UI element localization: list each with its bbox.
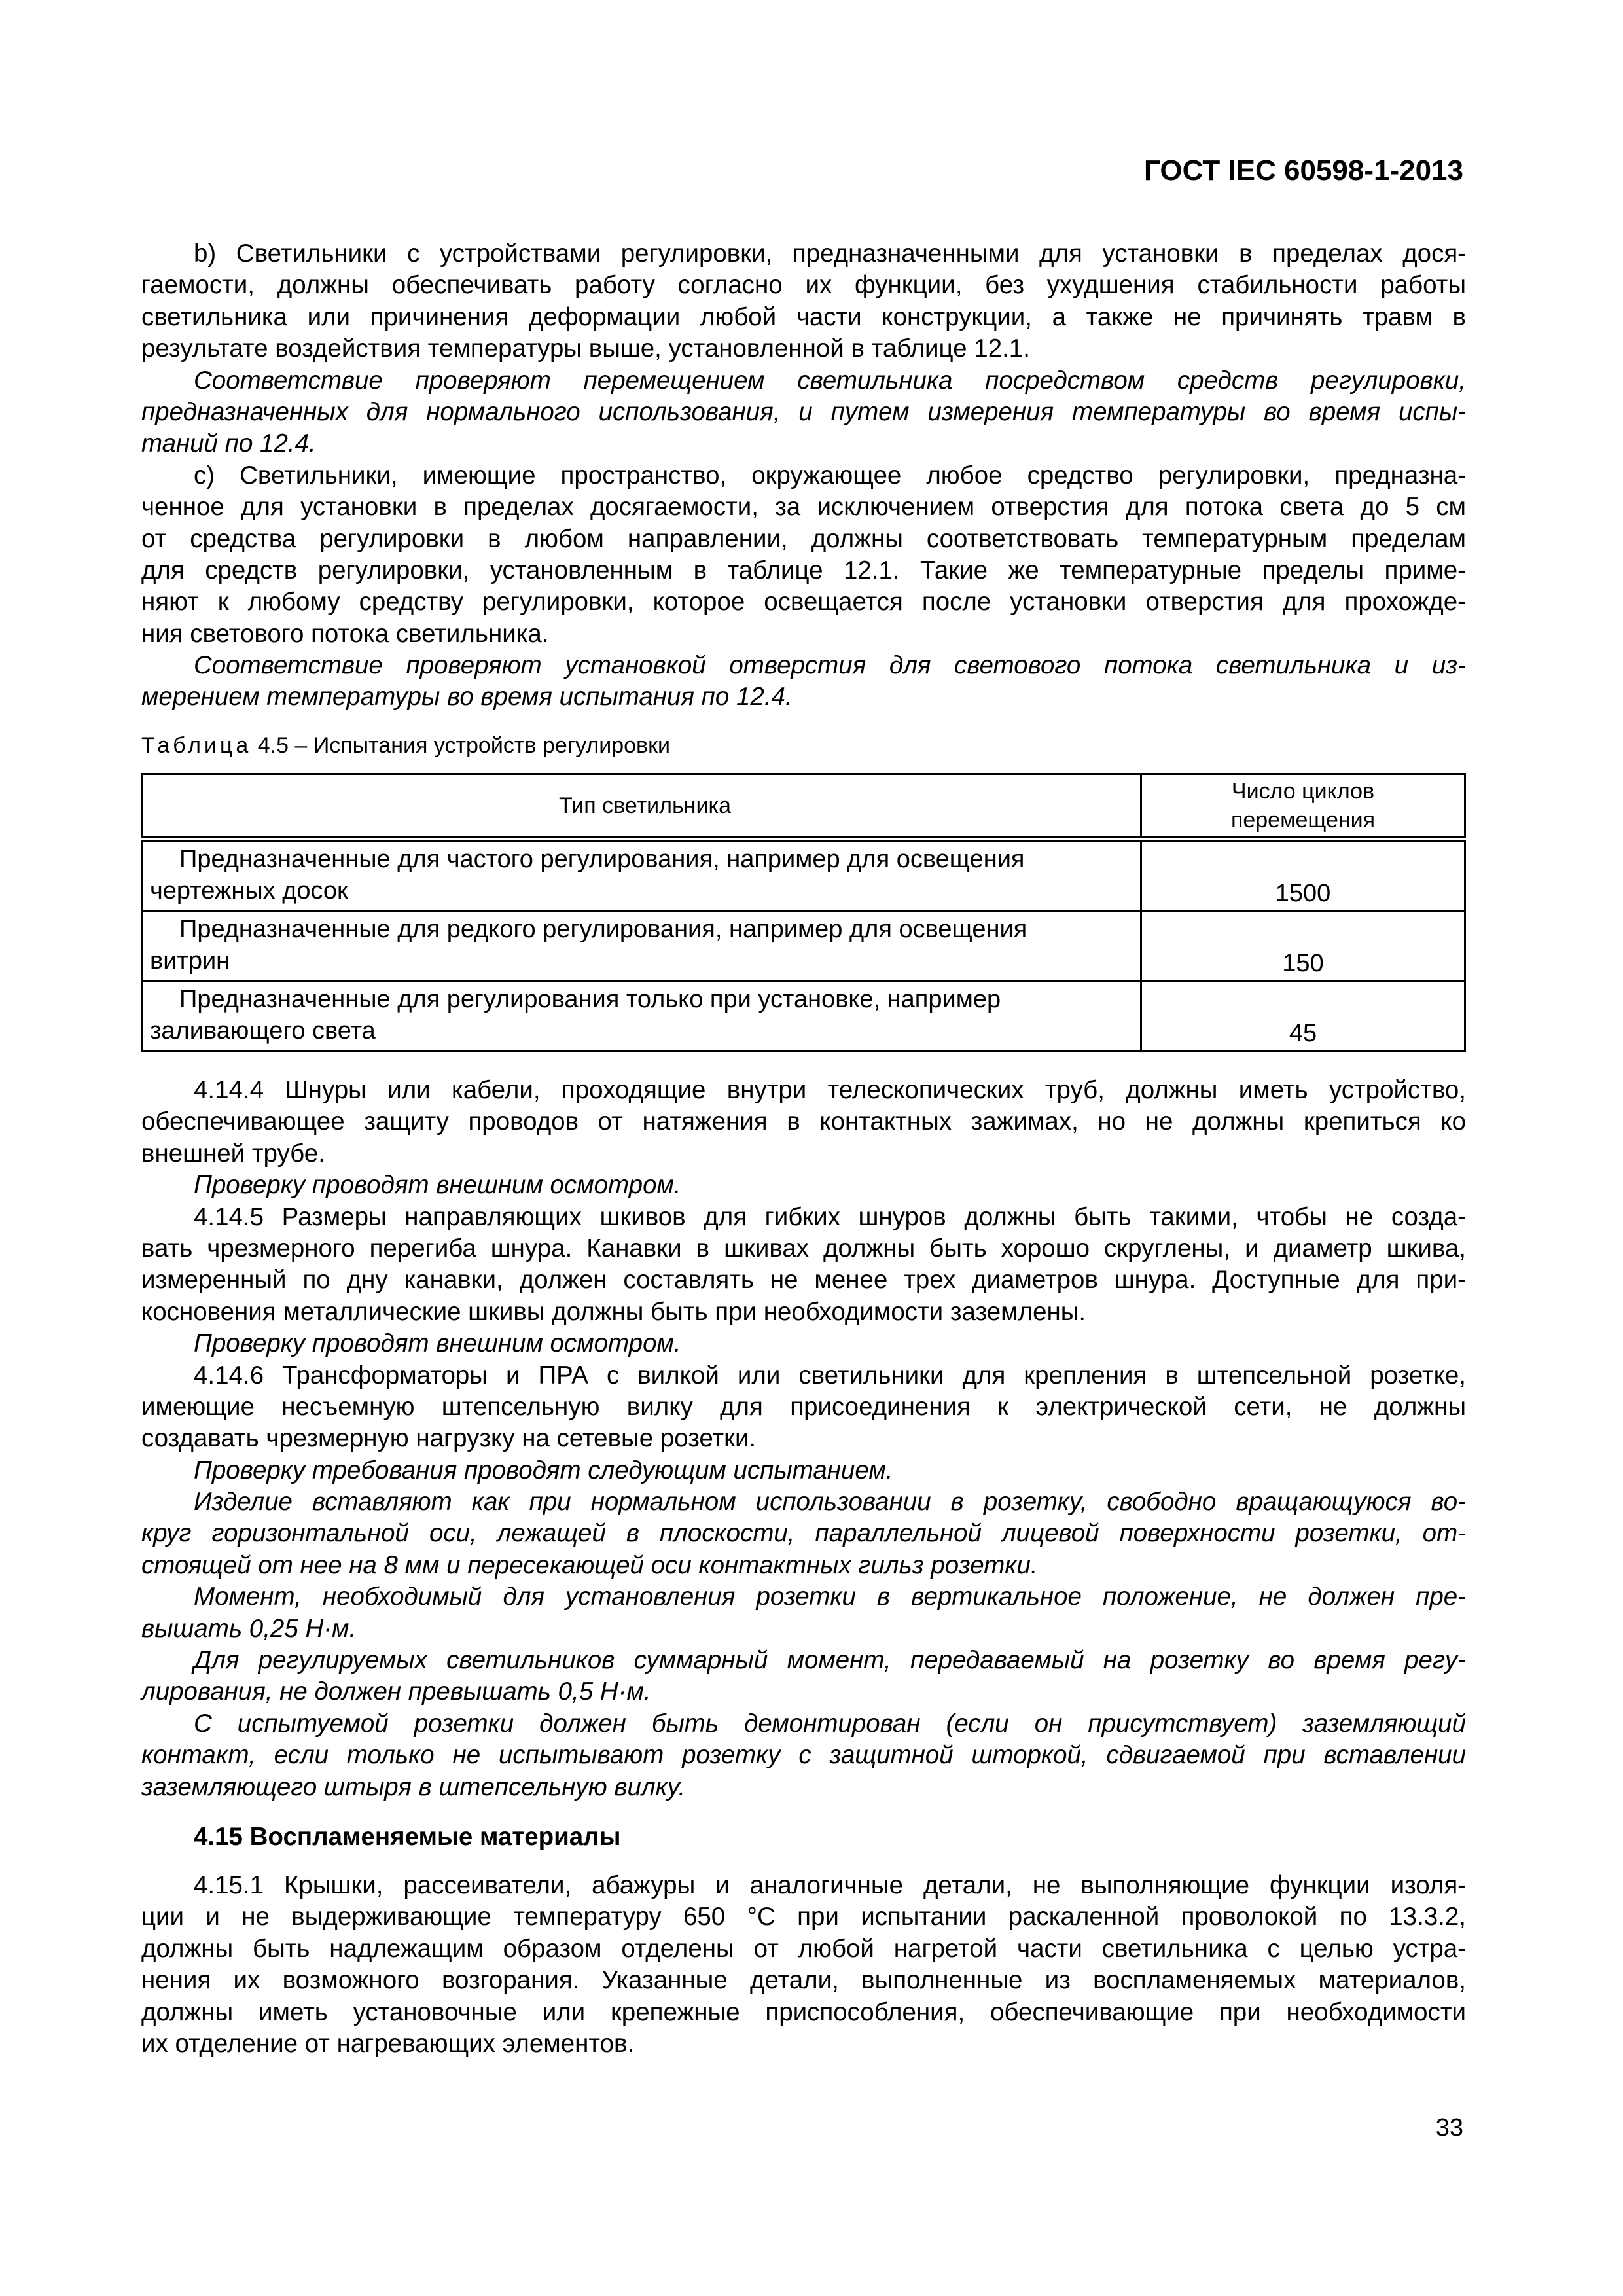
text-line: С испытуемой розетки должен быть демонтирован (если он присутствует) заземляющий bbox=[194, 1709, 1466, 1738]
cycles-cell: 150 bbox=[1141, 912, 1465, 982]
text-line: лирования, не должен превышать 0,5 Н·м. bbox=[141, 1677, 651, 1706]
paragraph bbox=[141, 365, 1466, 460]
table-caption-label: Таблица bbox=[141, 733, 252, 758]
text-section-top bbox=[141, 238, 1466, 713]
text-line: предназначенных для нормального использования, и путем измерения температуры во время испы- bbox=[141, 397, 1466, 426]
table-row bbox=[143, 982, 1465, 1052]
table-caption-text: 4.5 – Испытания устройств регулировки bbox=[251, 733, 670, 758]
text-line: их отделение от нагревающих элементов. bbox=[141, 2029, 635, 2058]
text-line: Для регулируемых светильников суммарный момент, передаваемый на розетку во время регу- bbox=[194, 1646, 1466, 1675]
text-line: заземляющего штыря в штепсельную вилку. bbox=[141, 1772, 686, 1801]
header-cycles-line1: Число циклов bbox=[1231, 779, 1375, 804]
cell-line: чертежных досок bbox=[150, 877, 348, 905]
paragraph bbox=[141, 1455, 1466, 1486]
cell-line: Предназначенные для редкого регулирования, например для освещения bbox=[179, 916, 1027, 943]
text-line: измеренный по дну канавки, должен составлять не менее трех диаметров шнура. Доступные для при- bbox=[141, 1266, 1466, 1295]
table-row bbox=[143, 912, 1465, 982]
text-section-middle bbox=[141, 1075, 1466, 1803]
text-line: 4.14.6 Трансформаторы и ПРА с вилкой или светильники для крепления в штепсельной розетке, bbox=[194, 1361, 1466, 1390]
text-line: Соответствие проверяют перемещением светильника посредством средств регулировки, bbox=[194, 366, 1466, 395]
text-line: для средств регулировки, установленным в таблице 12.1. Такие же температурные пределы приме- bbox=[141, 556, 1466, 584]
header-cycles-line2: перемещения bbox=[1230, 808, 1376, 833]
text-line: круг горизонтальной оси, лежащей в плоскости, параллельной лицевой поверхности розетки, от- bbox=[141, 1519, 1466, 1548]
text-line: мерением температуры во время испытания по 12.4. bbox=[141, 683, 793, 711]
table-header-row bbox=[143, 774, 1465, 840]
text-line: ния светового потока светильника. bbox=[141, 619, 549, 648]
header-luminaire-type: Тип светильника bbox=[143, 774, 1141, 840]
section-heading-4-15: 4.15 Воспламеняемые материалы bbox=[194, 1823, 621, 1851]
cell-line: Предназначенные для частого регулирования, например для освещения bbox=[179, 846, 1025, 873]
text-line: светильника или причинения деформации любой части конструкции, а также не причинять травм в bbox=[141, 302, 1466, 331]
text-line: няют к любому средству регулировки, которое освещается после установки отверстия для прохожде- bbox=[141, 588, 1466, 617]
text-line: Соответствие проверяют установкой отверстия для светового потока светильника и из- bbox=[194, 651, 1466, 680]
paragraph bbox=[141, 1170, 1466, 1201]
cycles-cell: 45 bbox=[1141, 982, 1465, 1052]
text-line: вать чрезмерного перегиба шнура. Канавки в шкивах должны быть хорошо скруглены, и диаметр шкива, bbox=[141, 1234, 1466, 1263]
page-number: 33 bbox=[1435, 2114, 1463, 2142]
cycles-cell: 1500 bbox=[1141, 840, 1465, 912]
text-line: нения их возможного возгорания. Указанные детали, выполненные из воспламеняемых материалов, bbox=[141, 1966, 1466, 1995]
cell-line: Предназначенные для регулирования только при установке, например bbox=[179, 986, 1001, 1013]
paragraph bbox=[141, 1075, 1466, 1170]
text-line: 4.14.5 Размеры направляющих шкивов для гибких шнуров должны быть такими, чтобы не созда- bbox=[194, 1202, 1466, 1231]
paragraph bbox=[141, 1360, 1466, 1455]
cell-line: заливающего света bbox=[150, 1017, 376, 1045]
paragraph bbox=[141, 650, 1466, 713]
text-line: 4.14.4 Шнуры или кабели, проходящие внутри телескопических труб, должны иметь устройство, bbox=[194, 1076, 1466, 1104]
adjustment-tests-table bbox=[141, 773, 1466, 1052]
paragraph bbox=[141, 1708, 1466, 1803]
paragraph bbox=[141, 1581, 1466, 1645]
text-line: 4.15.1 Крышки, рассеиватели, абажуры и аналогичные детали, не выполняющие функции изоля- bbox=[194, 1871, 1466, 1899]
text-section-bottom bbox=[141, 1870, 1466, 2060]
text-line: имеющие несъемную штепсельную вилку для присоединения к электрической сети, не должны bbox=[141, 1392, 1466, 1421]
text-line: b) Светильники с устройствами регулировки, предназначенными для установки в пределах дося- bbox=[194, 240, 1466, 268]
text-line: должны иметь установочные или крепежные приспособления, обеспечивающие при необходимости bbox=[141, 1998, 1466, 2026]
text-line: стоящей от нее на 8 мм и пересекающей оси контактных гильз розетки. bbox=[141, 1551, 1038, 1579]
cell-line: витрин bbox=[150, 947, 230, 975]
document-code: ГОСТ IEC 60598-1-2013 bbox=[1144, 154, 1463, 187]
text-line: Проверку требования проводят следующим испытанием. bbox=[194, 1456, 893, 1484]
text-line: косновения металлические шкивы должны быть при необходимости заземлены. bbox=[141, 1297, 1086, 1326]
luminaire-type-cell bbox=[143, 982, 1141, 1052]
luminaire-type-cell bbox=[143, 912, 1141, 982]
text-line: обеспечивающее защиту проводов от натяжения в контактных зажимах, но не должны крепиться ко bbox=[141, 1107, 1466, 1136]
text-line: гаемости, должны обеспечивать работу согласно их функции, без ухудшения стабильности работы bbox=[141, 271, 1466, 300]
table-row bbox=[143, 840, 1465, 912]
text-line: Момент, необходимый для установления розетки в вертикальное положение, не должен пре- bbox=[194, 1583, 1466, 1611]
paragraph bbox=[141, 1870, 1466, 2060]
text-line: результате воздействия температуры выше, установленной в таблице 12.1. bbox=[141, 334, 1030, 363]
table-caption bbox=[141, 733, 670, 759]
text-line: с) Светильники, имеющие пространство, окружающее любое средство регулировки, предназна- bbox=[194, 461, 1466, 490]
paragraph bbox=[141, 1486, 1466, 1581]
text-line: таний по 12.4. bbox=[141, 429, 316, 458]
paragraph bbox=[141, 1328, 1466, 1359]
text-line: ченное для установки в пределах досягаемости, за исключением отверстия для потока света до 5 см bbox=[141, 493, 1466, 522]
luminaire-type-cell bbox=[143, 840, 1141, 912]
text-line: контакт, если только не испытывают розетку с защитной шторкой, сдвигаемой при вставлении bbox=[141, 1741, 1466, 1770]
header-cycles bbox=[1141, 774, 1465, 840]
paragraph bbox=[141, 1202, 1466, 1329]
text-line: создавать чрезмерную нагрузку на сетевые розетки. bbox=[141, 1424, 757, 1453]
text-line: Проверку проводят внешним осмотром. bbox=[194, 1171, 681, 1200]
text-line: внешней трубе. bbox=[141, 1139, 325, 1168]
text-line: от средства регулировки в любом направлении, должны соответствовать температурным пределам bbox=[141, 524, 1466, 553]
text-line: Изделие вставляют как при нормальном использовании в розетку, свободно вращающуюся во- bbox=[194, 1488, 1466, 1516]
text-line: вышать 0,25 Н·м. bbox=[141, 1614, 357, 1643]
paragraph bbox=[141, 1645, 1466, 1708]
paragraph bbox=[141, 238, 1466, 365]
paragraph bbox=[141, 460, 1466, 650]
text-line: должны быть надлежащим образом отделены от любой нагретой части светильника с целью устра- bbox=[141, 1934, 1466, 1963]
text-line: Проверку проводят внешним осмотром. bbox=[194, 1329, 681, 1358]
text-line: ции и не выдерживающие температуру 650 °С при испытании раскаленной проволокой по 13.3.2, bbox=[141, 1903, 1466, 1931]
